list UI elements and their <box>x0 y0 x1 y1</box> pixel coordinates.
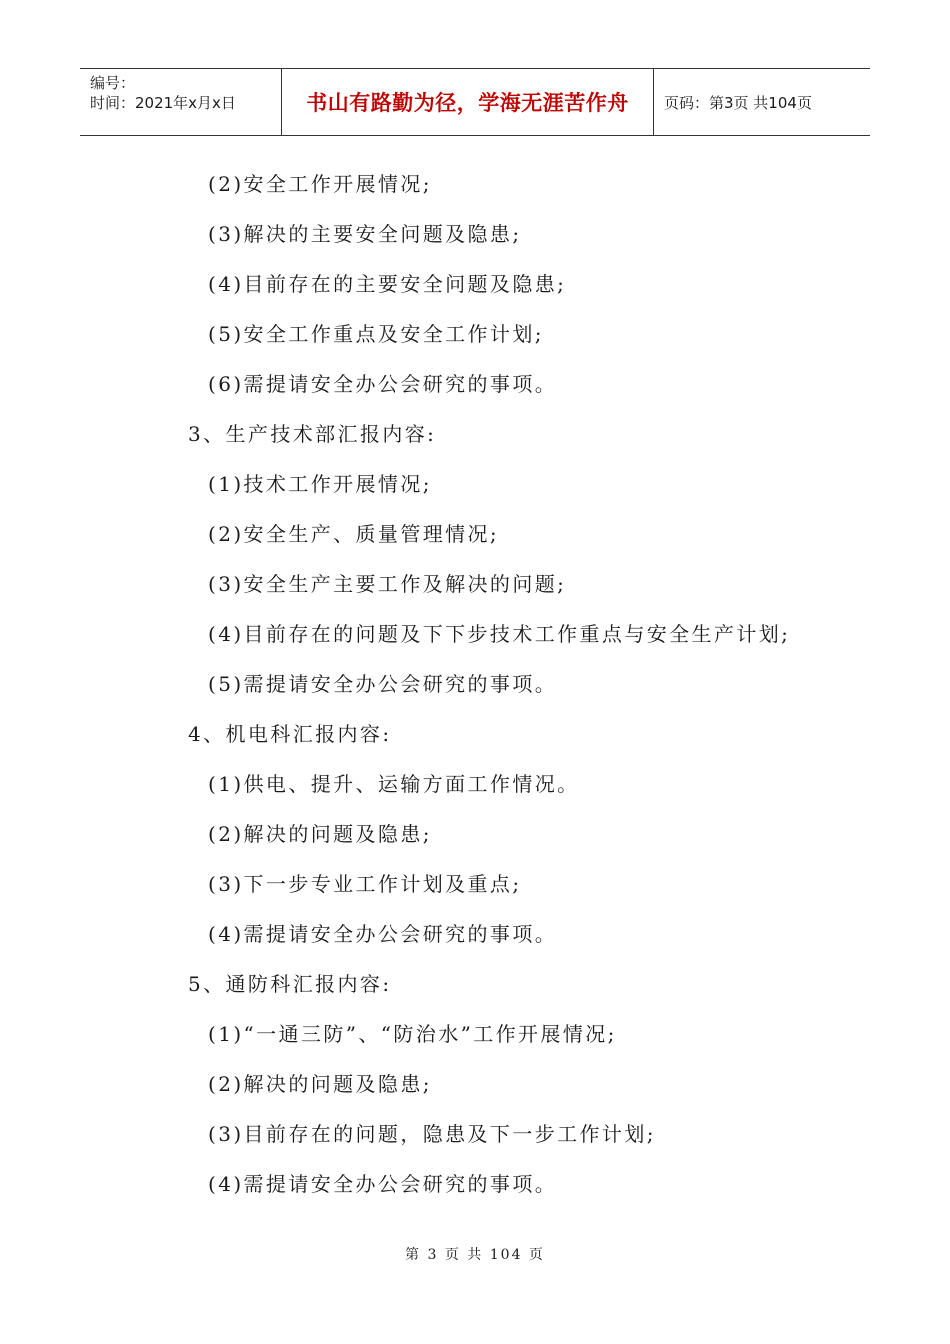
section-heading: 4、机电科汇报内容: <box>188 722 392 746</box>
number-label: 编号： <box>90 74 136 92</box>
list-item: (5)需提请安全办公会研究的事项。 <box>208 672 558 696</box>
list-item: (5)安全工作重点及安全工作计划; <box>208 322 544 346</box>
list-item: (1)供电、提升、运输方面工作情况。 <box>208 772 580 796</box>
section-heading: 3、生产技术部汇报内容: <box>188 422 437 446</box>
list-item: (1)技术工作开展情况; <box>208 472 432 496</box>
list-item: (1)“一通三防”、“防治水”工作开展情况; <box>208 1022 617 1046</box>
list-item: (6)需提请安全办公会研究的事项。 <box>208 372 558 396</box>
time-label: 时间：2021年x月x日 <box>90 94 236 112</box>
list-item: (3)下一步专业工作计划及重点; <box>208 872 522 896</box>
page-footer: 第 3 页 共 104 页 <box>405 1247 545 1263</box>
list-item: (4)需提请安全办公会研究的事项。 <box>208 922 558 946</box>
list-item: (4)目前存在的主要安全问题及隐患; <box>208 272 567 296</box>
section-heading: 5、通防科汇报内容: <box>188 972 392 996</box>
list-item: (3)解决的主要安全问题及隐患; <box>208 222 522 246</box>
header-meta <box>80 69 282 135</box>
list-item: (2)解决的问题及隐患; <box>208 1072 432 1096</box>
list-item: (3)目前存在的问题，隐患及下一步工作计划; <box>208 1122 656 1146</box>
list-item: (2)安全工作开展情况; <box>208 172 432 196</box>
list-item: (2)解决的问题及隐患; <box>208 822 432 846</box>
list-item: (4)目前存在的问题及下下步技术工作重点与安全生产计划; <box>208 622 791 646</box>
list-item: (4)需提请安全办公会研究的事项。 <box>208 1172 558 1196</box>
header-page-info: 页码：第3页 共104页 <box>664 93 812 112</box>
header-motto: 书山有路勤为径，学海无涯苦作舟 <box>282 69 654 135</box>
list-item: (2)安全生产、质量管理情况; <box>208 522 500 546</box>
page-header <box>80 68 870 136</box>
list-item: (3)安全生产主要工作及解决的问题; <box>208 572 567 596</box>
